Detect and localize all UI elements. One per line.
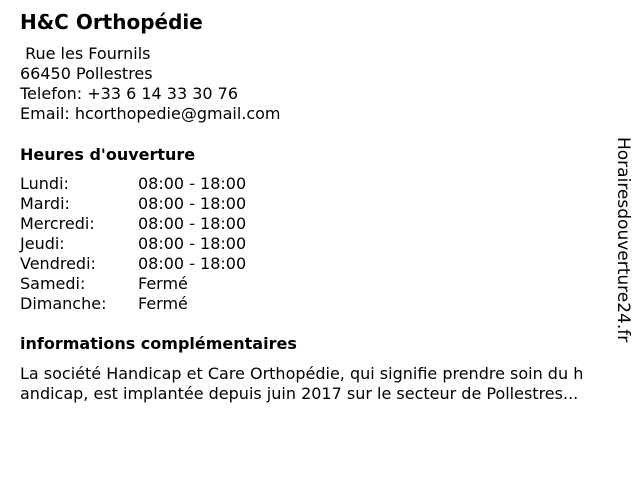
city-postcode: 66450 Pollestres <box>20 64 153 83</box>
day-label: Lundi: <box>20 174 69 193</box>
info-line-2: andicap, est implantée depuis juin 2017 sur le secteur de Pollestres... <box>20 384 579 403</box>
site-brand-vertical: Horairesdouverture24.fr <box>613 137 633 343</box>
phone-number: Telefon: +33 6 14 33 30 76 <box>20 84 239 103</box>
hours-value: 08:00 - 18:00 <box>138 234 247 253</box>
day-label: Mardi: <box>20 194 70 213</box>
hours-value: 08:00 - 18:00 <box>138 214 247 233</box>
contact-block <box>20 44 281 124</box>
hours-value: 08:00 - 18:00 <box>138 254 247 273</box>
hours-value: 08:00 - 18:00 <box>138 194 247 213</box>
hours-value: 08:00 - 18:00 <box>138 174 247 193</box>
opening-hours-heading: Heures d'ouverture <box>20 145 196 164</box>
hours-value: Fermé <box>138 274 188 293</box>
additional-info-heading: informations complémentaires <box>20 334 297 353</box>
street-address: Rue les Fournils <box>20 44 151 63</box>
day-label: Jeudi: <box>20 234 65 253</box>
info-line-1: La société Handicap et Care Orthopédie, qui signifie prendre soin du h <box>20 364 584 383</box>
day-label: Samedi: <box>20 274 86 293</box>
day-label: Dimanche: <box>20 294 107 313</box>
day-label: Vendredi: <box>20 254 96 273</box>
additional-info-text <box>20 364 632 404</box>
hours-value: Fermé <box>138 294 188 313</box>
email-address: Email: hcorthopedie@gmail.com <box>20 104 281 123</box>
day-label: Mercredi: <box>20 214 95 233</box>
business-name: H&C Orthopédie <box>20 10 203 34</box>
